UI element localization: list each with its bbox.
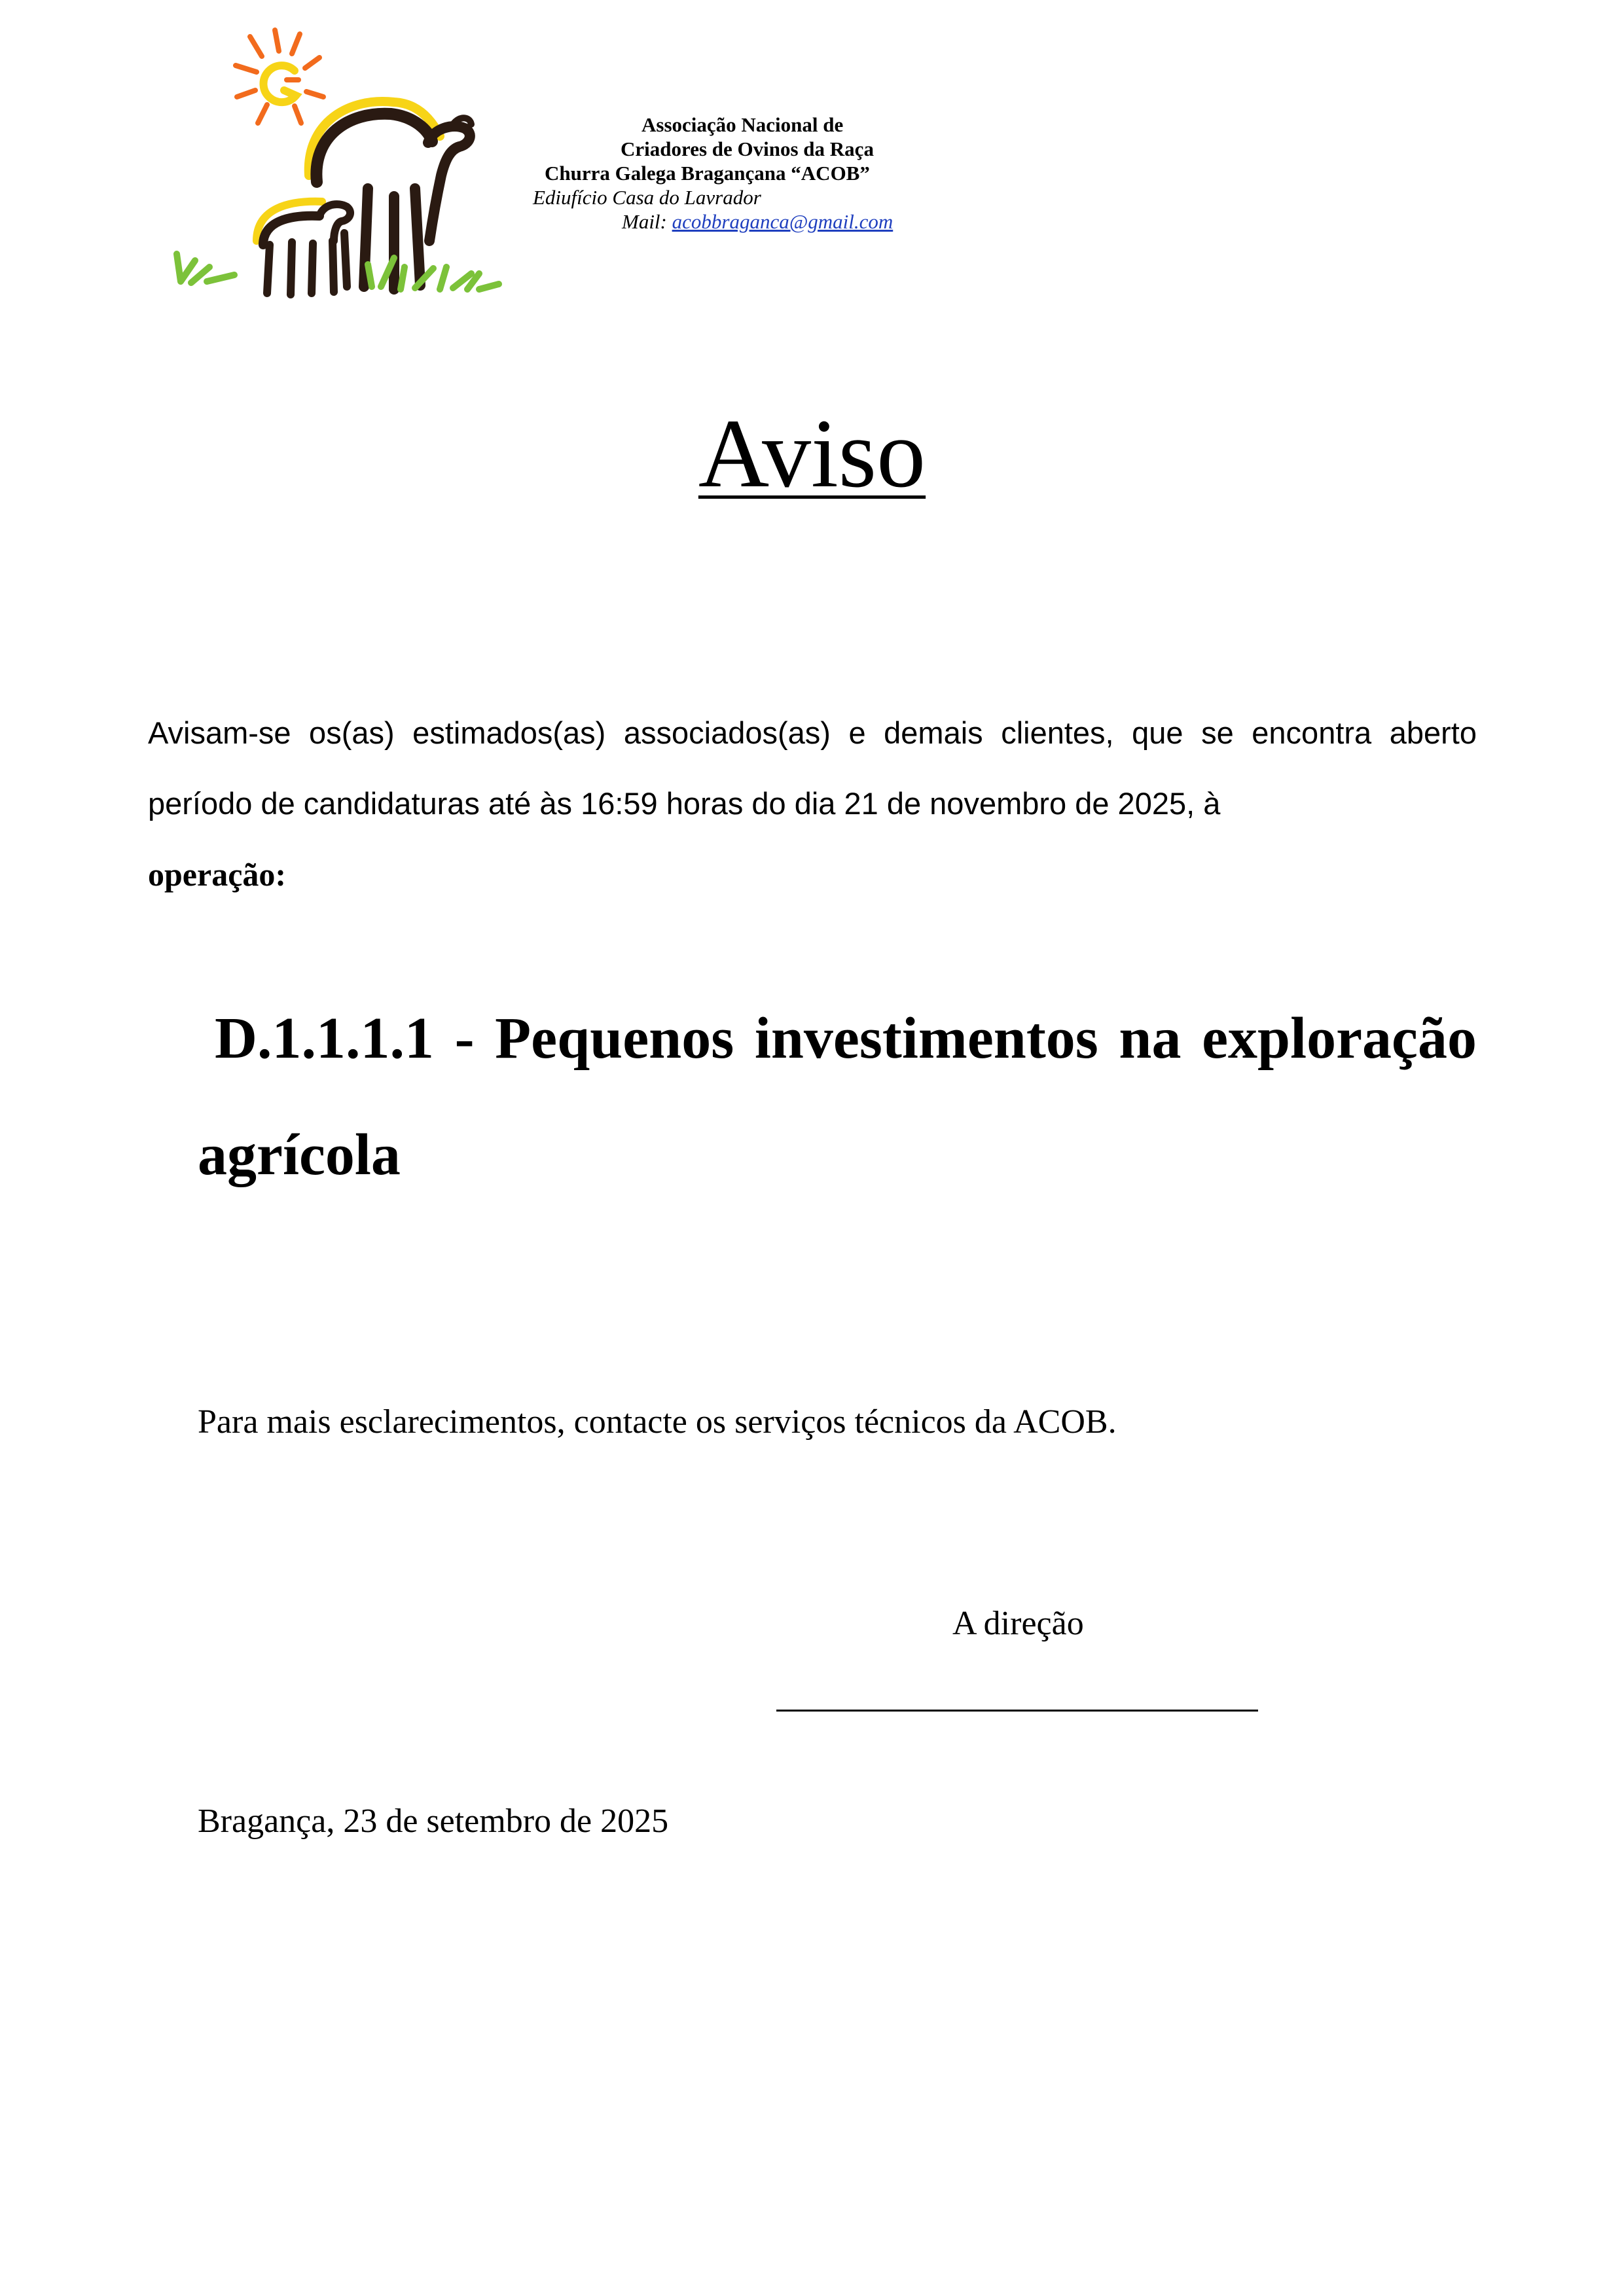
place-date: Bragança, 23 de setembro de 2025 — [198, 1803, 669, 1840]
grass-icon — [177, 254, 499, 289]
contact-note: Para mais esclarecimentos, contacte os serviços técnicos da ACOB. — [198, 1403, 1117, 1441]
mail-link[interactable]: acobbraganca@gmail.com — [672, 210, 893, 233]
organization-header — [497, 113, 956, 234]
sun-icon — [236, 30, 323, 123]
org-building: Ediufício Casa do Lavrador — [533, 186, 761, 209]
sheep-icon — [316, 114, 432, 182]
intro-strong: operação: — [148, 856, 287, 893]
org-name-line2: Criadores de Ovinos da Raça — [621, 137, 874, 160]
signature-line — [776, 1710, 1258, 1712]
signature-label: A direção — [952, 1605, 1084, 1642]
mail-label: Mail: — [622, 210, 667, 233]
operation-heading: D.1.1.1.1 - Pequenos investimentos na exploração agrícola — [198, 1006, 1477, 1187]
notice-title — [0, 398, 1624, 509]
notice-title-text: Aviso — [698, 399, 926, 508]
intro-paragraph — [148, 698, 1477, 910]
org-mail — [622, 209, 956, 234]
org-name-line1: Associação Nacional de — [641, 113, 844, 136]
intro-text: Avisam-se os(as) estimados(as) associados(as) e demais clientes, que se encontra aberto período de candidaturas até às 16:59 horas do dia 21 de novembro de 2025, à — [148, 715, 1477, 821]
org-name-line3: Churra Galega Bragançana “ACOB” — [545, 162, 870, 185]
acob-logo — [171, 25, 505, 306]
